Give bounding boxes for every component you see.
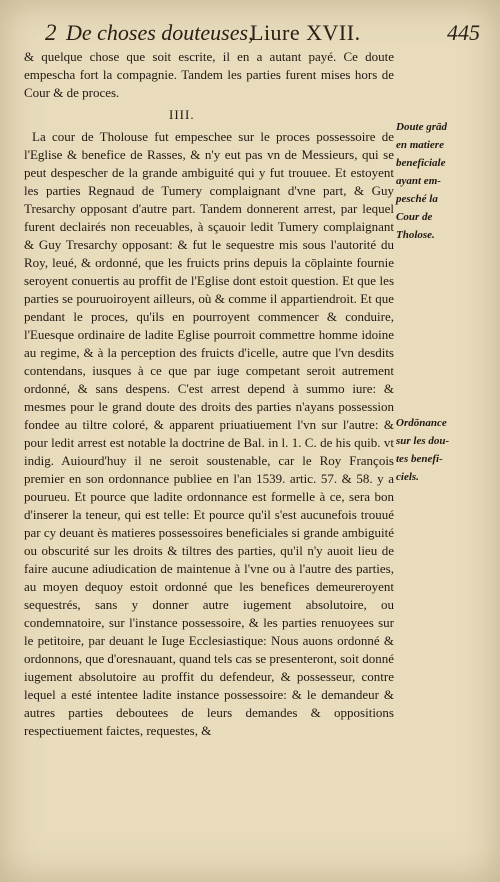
- margin-note-2-line-1: Ordōnance: [396, 417, 447, 429]
- margin-note-1-line-5: pesché la: [396, 193, 438, 205]
- margin-note-1-line-1: Doute grād: [396, 121, 448, 133]
- margin-note-1-line-6: Cour de: [396, 211, 433, 223]
- margin-note-2-line-3: tes benefi-: [396, 453, 443, 465]
- margin-note-2-line-2: sur les dou-: [396, 435, 450, 447]
- page-number: 2: [45, 20, 57, 45]
- paragraph-1: & quelque chose que soit escrite, il en a autant payé. Ce doute empescha fort la compagnie. Tandem les parties furent mises hors de Cour & de proces.: [24, 49, 394, 100]
- body-text: [24, 48, 394, 740]
- book-number: Liure XVII.: [250, 20, 361, 45]
- margin-note-1-line-7: Tholose.: [396, 229, 435, 241]
- margin-note-1-line-3: beneficiale: [396, 157, 446, 169]
- section-number: IIII.: [169, 107, 195, 122]
- margin-note-2-line-4: ciels.: [396, 471, 419, 483]
- margin-note-1-line-4: ayant em-: [396, 175, 441, 187]
- margin-note-1-line-2: en matiere: [396, 139, 444, 151]
- paragraph-2: La cour de Tholouse fut empeschee sur le proces possessoire de l'Eglise & benefice de Rasses, & n'y eut pas vn de Messieurs, qui se peut despescher de la grande ambiguité qui y fut trouuee. Et estoyent les parties Regnaud de Tumery complaignant d'vne part, & Guy Tresarchy opposant d'autre part. Tandem donnerent arrest, par lequel furent declairés non receuables, à sçauoir ledit Tumery complaignant & Guy Tresarchy opposant: & fut le sequestre mis sous l'autorité du Roy, leué, & ordonné, que les fruicts prins depuis la cōplainte fournie seroyent conuertis au proffit de l'Eglise dont estoit question. Et que les parties se pouruoiroyent ailleurs, où & comme il appartiendroit. Et que pendant le proces, qu'ils en pourroyent commencer & conduire, l'Euesque ordinaire de ladite Eglise pourroit commettre homme idoine au regime, & à la perception des fruicts d'icelle, autre que l'vn desdits contendans, iusques à ce que par iuge competant seroit autrement ordonné, & sans despens. C'est arrest depend à summo iure: & mesmes pour le grand doute des droits des parties n'ayans possession fondee au tiltre coloré, & apparent priuatiuement l'vn sur l'autre: & pour ledit arrest est notable la doctrine de Bal. in l. 1. C. de his quib. vt indig. Auiourd'huy il ne seroit soustenable, car le Roy François premier en son ordonnance publiee en l'an 1539. artic. 57. & 58. y a pourueu. Et pource que ladite ordonnance est formelle à ce, sera bon d'inserer la teneur, qui est telle: Et pource qu'il s'est aucunefois trouué par cy deuant ès matieres possessoires beneficiales si grande ambiguité ou obscurité sur les droits & tiltres des parties, qu'il n'y auoit lieu de faire aucune adiudication de maintenue à l'vne ou à l'autre des parties, au moyen dequoy estoit ordonné que les benefices demeureroyent sequestrés, sans y donner autre iugement absolutoire, ou condemnatoire, sur l'instance possessoire, & les parties renuoyees sur le petitoire, par deuant le Iuge Ecclesiastique: Nous auons ordonné & ordonnons, que d'oresnauant, quand tels cas se presenteront, soit donné iugement absolutoire au proffit du defendeur, & possesseur, contre lequel a esté intentee ladite instance possessoire: & le demandeur & autres parties deboutees de leurs demandes & oppositions respectiuement faictes, requestes, &: [24, 129, 395, 738]
- folio-number: 445: [447, 20, 480, 45]
- running-header: [0, 20, 500, 48]
- running-title: De choses douteuses,: [66, 20, 254, 45]
